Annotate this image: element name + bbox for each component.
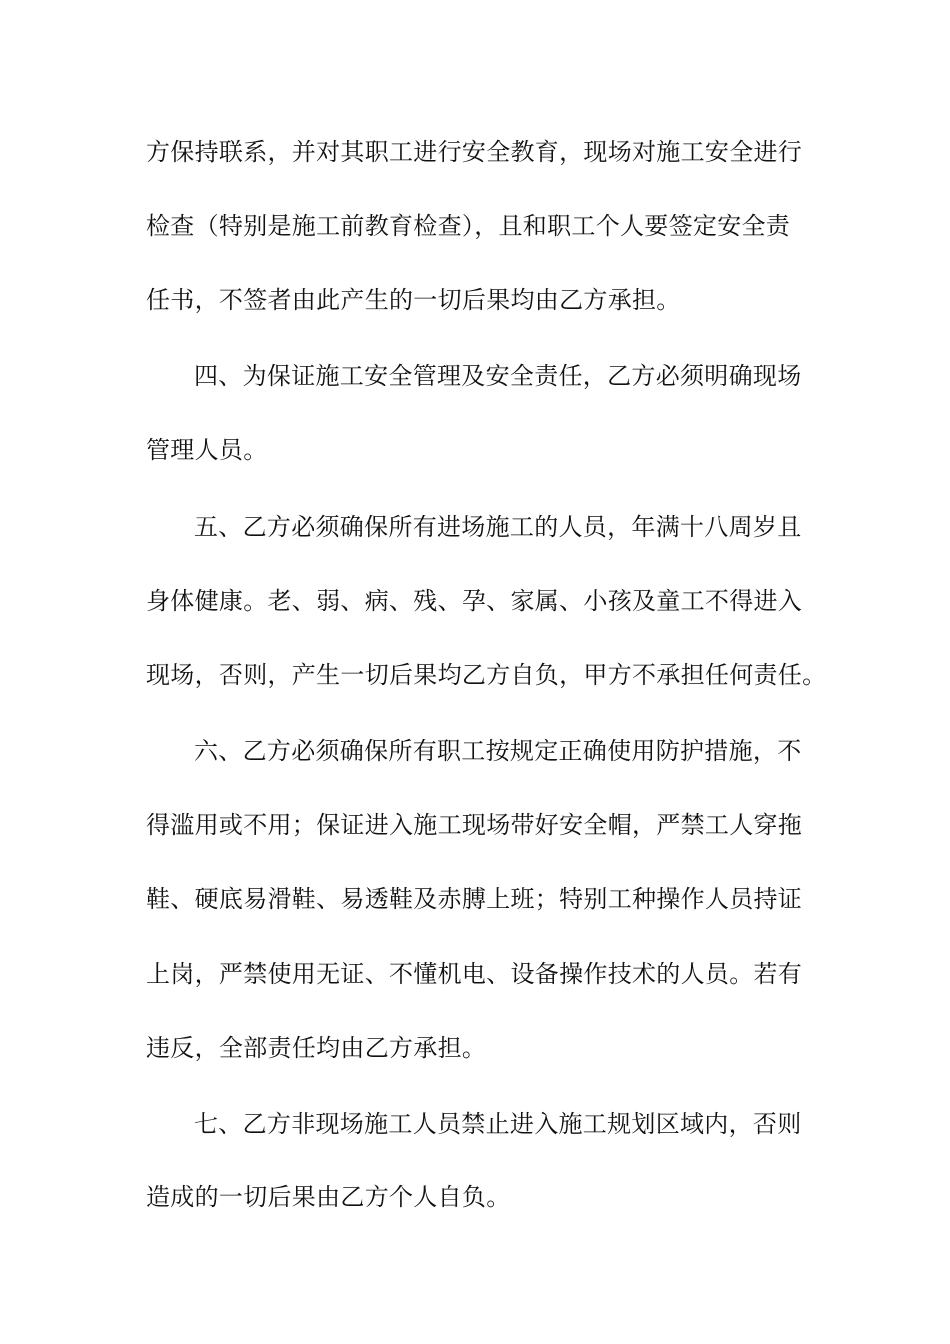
- text-line: 现场，否则，产生一切后果均乙方自负，甲方不承担任何责任。: [146, 661, 827, 689]
- text-line: 任书，不签者由此产生的一切后果均由乙方承担。: [146, 286, 681, 314]
- text-line: 方保持联系，并对其职工进行安全教育，现场对施工安全进行: [146, 138, 803, 166]
- text-line: 造成的一切后果由乙方个人自负。: [146, 1183, 511, 1211]
- paragraph-seven-start: 七、乙方非现场施工人员禁止进入施工规划区域内，否则: [194, 1110, 802, 1138]
- text-line: 鞋、硬底易滑鞋、易透鞋及赤膊上班；特别工种操作人员持证: [146, 885, 803, 913]
- text-line: 上岗，严禁使用无证、不懂机电、设备操作技术的人员。若有: [146, 960, 803, 988]
- paragraph-four-start: 四、为保证施工安全管理及安全责任，乙方必须明确现场: [194, 362, 802, 390]
- text-line: 身体健康。老、弱、病、残、孕、家属、小孩及童工不得进入: [146, 587, 803, 615]
- text-line: 违反，全部责任均由乙方承担。: [146, 1034, 487, 1062]
- text-line: 得滥用或不用；保证进入施工现场带好安全帽，严禁工人穿拖: [146, 811, 803, 839]
- paragraph-five-start: 五、乙方必须确保所有进场施工的人员，年满十八周岁且: [194, 513, 802, 541]
- text-line: 管理人员。: [146, 436, 268, 464]
- paragraph-six-start: 六、乙方必须确保所有职工按规定正确使用防护措施，不: [194, 737, 802, 765]
- text-line: 检查（特别是施工前教育检查），且和职工个人要签定安全责: [146, 212, 791, 240]
